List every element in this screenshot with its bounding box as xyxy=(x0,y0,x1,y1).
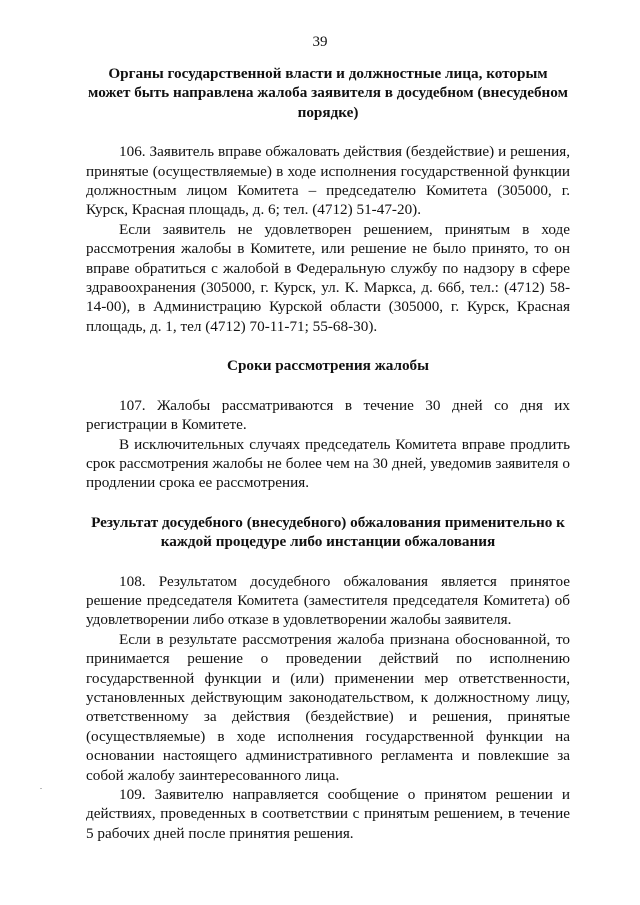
paragraph-justified-complaint: Если в результате рассмотрения жалоба признана обоснованной, то принимается решение о проведении действий по исполнению государственной функции и (или) применении мер ответственности, установленных действующим законодательством, к должностному лицу, ответственному за действия (бездействие) и решения, принятые (осуществляемые) в ходе исполнения государственной функции на основании настоящего административного регламента и повлекшие за собой жалобу заинтересованного лица. xyxy=(86,630,570,784)
section-heading: Органы государственной власти и должностные лица, которым может быть направлена жалоба заявителя в досудебном (внесудебном порядке) xyxy=(88,65,568,121)
paragraph-108: 108. Результатом досудебного обжалования является принятое решение председателя Комитета (заместителя председателя Комитета) об удовлетворении либо отказе в удовлетворении жалобы заявителя. xyxy=(86,572,570,629)
section-complaint-authorities xyxy=(86,64,570,336)
section-heading: Результат досудебного (внесудебного) обжалования применительно к каждой процедуре либо инстанции обжалования xyxy=(91,513,565,551)
paragraph-107: 107. Жалобы рассматриваются в течение 30 дней со дня их регистрации в Комитете. xyxy=(86,396,570,434)
page-number: 39 xyxy=(312,34,328,50)
document-body xyxy=(86,64,570,843)
paragraph-109: 109. Заявителю направляется сообщение о принятом решении и действиях, проведенных в соответствии с принятым решением, в течение 5 рабочих дней после принятия решения. xyxy=(86,786,570,842)
paragraph-106: 106. Заявитель вправе обжаловать действия (бездействие) и решения, принятые (осуществляемые) в ходе исполнения государственной функции должностным лицом Комитета – председателю Комитета (305000, г. Курск, Красная площадь, д. 6; тел. (4712) 51-47-20). xyxy=(86,143,570,219)
section-appeal-result xyxy=(86,513,570,844)
paragraph-appeal-options: Если заявитель не удовлетворен решением, принятым в ходе рассмотрения жалобы в Комитете, или решение не было принято, то он вправе обратиться с жалобой в Федеральную службу по надзору в сфере здравоохранения (305000, г. Курск, ул. К. Маркса, д. 66б, тел.: (4712) 58-14-00), в Администрацию Курской области (305000, г. Курск, Красная площадь, д. 1, тел (4712) 70-11-71; 55-68-30). xyxy=(86,220,570,335)
scan-speck xyxy=(40,788,42,789)
section-review-terms xyxy=(86,356,570,492)
section-heading: Сроки рассмотрения жалобы xyxy=(226,357,430,375)
paragraph-extension: В исключительных случаях председатель Комитета вправе продлить срок рассмотрения жалобы не более чем на 30 дней, уведомив заявителя о продлении срока ее рассмотрения. xyxy=(86,435,570,492)
